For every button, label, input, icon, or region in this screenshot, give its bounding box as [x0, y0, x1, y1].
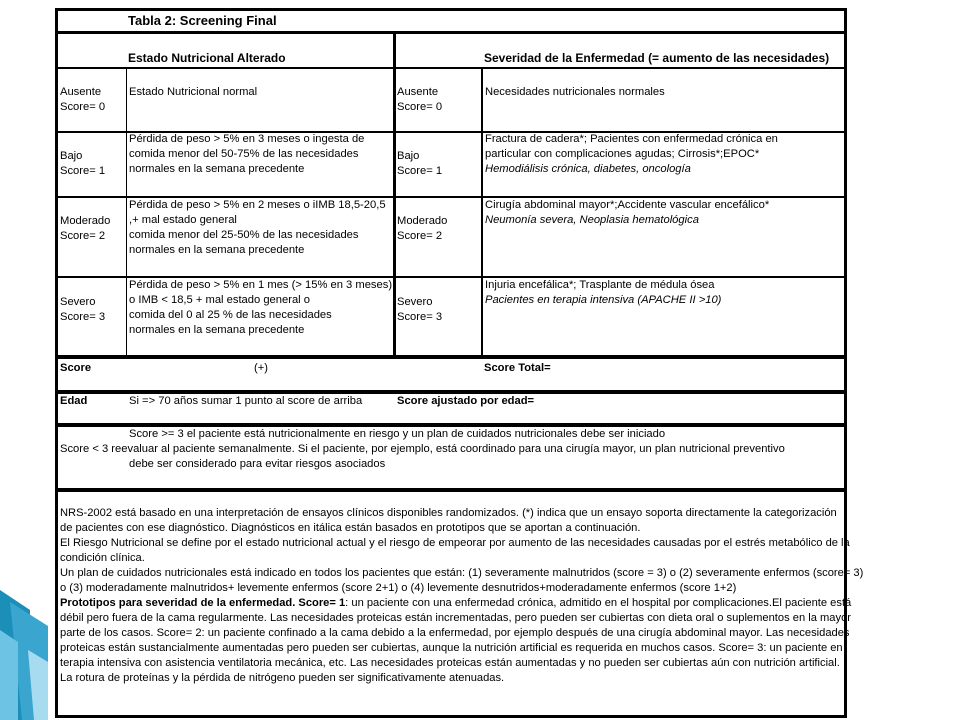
- screening-table: [55, 8, 864, 718]
- edad-label: Edad: [60, 395, 88, 407]
- note-line: condición clínica.: [60, 552, 145, 564]
- note-line: débil pero fuera de la cama regularmente. Las necesidades proteicas están incrementadas, pero pueden ser cubiertas con dieta oral o suplementos en la mayor: [60, 612, 851, 624]
- level-score: Score= 2: [397, 230, 443, 242]
- left-level-cell: [60, 149, 105, 179]
- note-line: parte de los casos. Score= 2: un paciente confinado a la cama debido a la enfermedad, por ejemplo después de una cirugía abdominal mayor. Las necesidades: [60, 627, 850, 639]
- right-level-cell: [397, 295, 442, 325]
- notes-block: [60, 506, 864, 686]
- column-divider: [393, 31, 396, 357]
- rule-line: Score < 3 reevaluar al paciente semanalmente. Si el paciente, por ejemplo, está coordinado para una cirugía mayor, un plan nutricional preventivo: [60, 443, 785, 455]
- desc-line: o IMB < 18,5 + mal estado general o: [129, 294, 310, 306]
- section-divider: [58, 488, 844, 492]
- level-score: Score= 3: [60, 311, 106, 323]
- desc-line: Pérdida de peso > 5% en 2 meses o iIMB 18,5-20,5: [129, 199, 386, 211]
- desc-line: Fractura de cadera*; Pacientes con enfermedad crónica en: [485, 133, 778, 145]
- note-line: Un plan de cuidados nutricionales está indicado en todos los pacientes que están: (1) severamente malnutridos (score = 3) o (2) severamente enfermos (score= 3): [60, 567, 864, 579]
- left-desc-cell: [129, 278, 392, 338]
- desc-line: Necesidades nutricionales normales: [485, 86, 665, 98]
- level-name: Bajo: [397, 150, 420, 162]
- desc-line: normales en la semana precedente: [129, 163, 305, 175]
- left-desc-cell: [129, 85, 257, 100]
- desc-line: ,+ mal estado general: [129, 214, 237, 226]
- note-line: NRS-2002 está basado en una interpretación de ensayos clínicos disponibles randomizados. (*) indica que un ensayo soporta directamente la categorización: [60, 507, 837, 519]
- score-total-label: Score Total=: [484, 362, 551, 374]
- right-column-header: Severidad de la Enfermedad (= aumento de las necesidades): [484, 51, 830, 65]
- level-score: Score= 1: [397, 165, 443, 177]
- desc-line-italic: Pacientes en terapia intensiva (APACHE II >10): [485, 294, 722, 306]
- level-name: Severo: [397, 296, 433, 308]
- section-divider: [58, 355, 844, 359]
- desc-line-italic: Hemodiálisis crónica, diabetes, oncología: [485, 163, 691, 175]
- level-name: Severo: [60, 296, 96, 308]
- desc-line: comida menor del 25-50% de las necesidades: [129, 229, 359, 241]
- left-column-header: Estado Nutricional Alterado: [128, 51, 286, 65]
- note-line: o (3) moderadamente malnutridos+ levemente enfermos (score 2+1) o (4) levemente desnutridos+moderadamente enfermos (score 1+2): [60, 582, 737, 594]
- title-divider: [58, 31, 844, 34]
- desc-line: normales en la semana precedente: [129, 244, 305, 256]
- note-line: de pacientes con ese diagnóstico. Diagnósticos en itálica están basados en prototipos que se aportan a continuación.: [60, 522, 641, 534]
- column-divider: [481, 67, 483, 357]
- desc-line: Injuria encefálica*; Trasplante de médula ósea: [485, 279, 715, 291]
- level-score: Score= 0: [397, 101, 443, 113]
- right-desc-cell: [485, 278, 721, 308]
- level-score: Score= 0: [60, 101, 106, 113]
- level-name: Ausente: [60, 86, 102, 98]
- desc-line: Estado Nutricional normal: [129, 86, 258, 98]
- level-name: Moderado: [397, 215, 448, 227]
- left-level-cell: [60, 295, 105, 325]
- decorative-corner-graphic: [0, 590, 48, 720]
- column-divider: [126, 67, 127, 357]
- left-desc-cell: [129, 198, 386, 258]
- desc-line-italic: Neumonía severa, Neoplasia hematológica: [485, 214, 699, 226]
- left-desc-cell: [129, 132, 364, 177]
- left-level-cell: [60, 85, 105, 115]
- prototypes-heading: Prototipos para severidad de la enfermedad. Score= 1: [60, 597, 346, 609]
- table-title: Tabla 2: Screening Final: [128, 13, 277, 28]
- score-plus: (+): [254, 362, 268, 374]
- level-score: Score= 2: [60, 230, 106, 242]
- edad-text: Si => 70 años sumar 1 punto al score de arriba: [129, 395, 363, 407]
- right-desc-cell: [485, 132, 778, 177]
- note-line: proteicas están sustancialmente aumentadas pero pueden ser cubiertas, aunque la nutrición artificial es requerida en muchos casos. Score= 3: un paciente en: [60, 642, 843, 654]
- score-label: Score: [60, 362, 92, 374]
- note-line: : un paciente con una enfermedad crónica, admitido en el hospital por complicaciones.El paciente está: [345, 597, 852, 609]
- right-desc-cell: [485, 85, 665, 100]
- level-score: Score= 1: [60, 165, 106, 177]
- right-level-cell: [397, 85, 442, 115]
- rule-line: debe ser considerado para evitar riesgos asociados: [129, 458, 386, 470]
- adjusted-score-label: Score ajustado por edad=: [397, 395, 535, 407]
- desc-line: Cirugía abdominal mayor*;Accidente vascular encefálico*: [485, 199, 770, 211]
- level-score: Score= 3: [397, 311, 443, 323]
- desc-line: Pérdida de peso > 5% en 1 mes (> 15% en 3 meses): [129, 279, 393, 291]
- prototypes-line: [60, 596, 852, 611]
- level-name: Ausente: [397, 86, 439, 98]
- right-level-cell: [397, 214, 447, 244]
- header-divider: [58, 67, 844, 69]
- note-line: El Riesgo Nutricional se define por el estado nutricional actual y el riesgo de empeorar por aumento de las necesidades causadas por el estrés metabólico de la: [60, 537, 850, 549]
- desc-line: particular con complicaciones agudas; Cirrosis*;EPOC*: [485, 148, 760, 160]
- level-name: Bajo: [60, 150, 83, 162]
- desc-line: normales en la semana precedente: [129, 324, 305, 336]
- right-desc-cell: [485, 198, 769, 228]
- desc-line: comida del 0 al 25 % de las necesidades: [129, 309, 332, 321]
- note-line: La rotura de proteínas y la pérdida de nitrógeno pueden ser significativamente atenuadas.: [60, 672, 505, 684]
- desc-line: Pérdida de peso > 5% en 3 meses o ingesta de: [129, 133, 365, 145]
- level-name: Moderado: [60, 215, 111, 227]
- rule-line: Score >= 3 el paciente está nutricionalmente en riesgo y un plan de cuidados nutricionales debe ser iniciado: [129, 428, 666, 440]
- left-level-cell: [60, 214, 110, 244]
- right-level-cell: [397, 149, 442, 179]
- desc-line: comida menor del 50-75% de las necesidades: [129, 148, 359, 160]
- note-line: terapia intensiva con asistencia ventilatoria mecánica, etc. Las necesidades proteicas están aumentadas y no pueden ser cubiertas aún con nutrición artificial.: [60, 657, 840, 669]
